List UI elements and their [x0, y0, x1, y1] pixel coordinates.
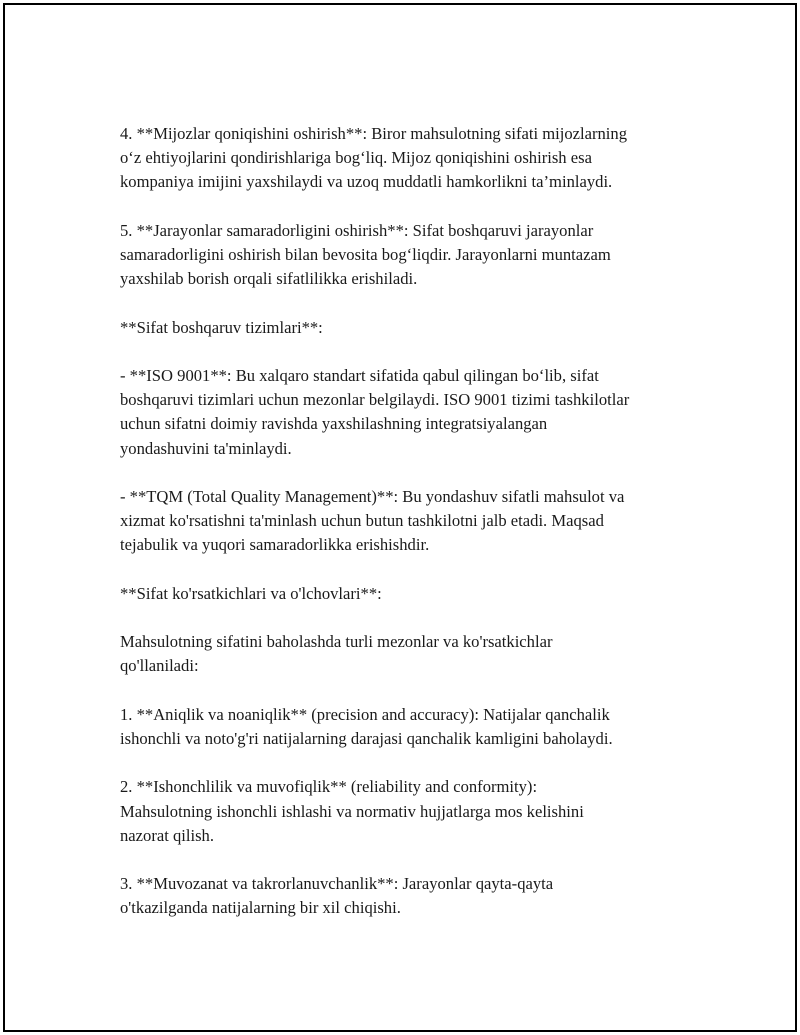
- text-line: ishonchli va noto'g'ri natijalarning darajasi qanchalik kamligini baholaydi.: [120, 728, 613, 748]
- heading-quality-management-systems: [120, 316, 700, 340]
- list-item-tqm: [120, 485, 700, 558]
- text-line: nazorat qilish.: [120, 825, 215, 845]
- text-line: **Sifat ko'rsatkichlari va o'lchovlari**:: [120, 583, 382, 603]
- heading-quality-indicators: [120, 582, 700, 606]
- text-line: Mahsulotning sifatini baholashda turli mezonlar va ko'rsatkichlar: [120, 632, 553, 652]
- text-line: o‘z ehtiyojlarini qondirishlariga bog‘liq. Mijoz qoniqishini oshirish esa: [120, 148, 592, 168]
- text-line: 1. **Aniqlik va noaniqlik** (precision and accuracy): Natijalar qanchalik: [120, 704, 610, 724]
- text-line: yaxshilab borish orqali sifatlilikka erishiladi.: [120, 269, 418, 289]
- text-line: 5. **Jarayonlar samaradorligini oshirish**: Sifat boshqaruvi jarayonlar: [120, 220, 594, 240]
- text-line: **Sifat boshqaruv tizimlari**:: [120, 317, 323, 337]
- list-item-precision: [120, 703, 700, 751]
- text-line: o'tkazilganda natijalarning bir xil chiqishi.: [120, 898, 401, 918]
- text-line: xizmat ko'rsatishni ta'minlash uchun butun tashkilotni jalb etadi. Maqsad: [120, 511, 604, 531]
- text-line: boshqaruvi tizimlari uchun mezonlar belgilaydi. ISO 9001 tizimi tashkilotlar: [120, 390, 630, 410]
- list-item-repeatability: [120, 872, 700, 920]
- paragraph-evaluation-intro: [120, 630, 700, 678]
- paragraph-process-efficiency: [120, 219, 700, 292]
- text-line: yondashuvini ta'minlaydi.: [120, 438, 292, 458]
- text-line: kompaniya imijini yaxshilaydi va uzoq muddatli hamkorlikni ta’minlaydi.: [120, 172, 613, 192]
- text-line: Mahsulotning ishonchli ishlashi va normativ hujjatlarga mos kelishini: [120, 801, 584, 821]
- text-line: tejabulik va yuqori samaradorlikka erishishdir.: [120, 535, 430, 555]
- list-item-reliability: [120, 775, 700, 848]
- text-line: uchun sifatni doimiy ravishda yaxshilashning integratsiyalangan: [120, 414, 548, 434]
- document-body: [120, 122, 700, 945]
- text-line: 3. **Muvozanat va takrorlanuvchanlik**: Jarayonlar qayta-qayta: [120, 874, 554, 894]
- text-line: 2. **Ishonchlilik va muvofiqlik** (reliability and conformity):: [120, 777, 538, 797]
- text-line: 4. **Mijozlar qoniqishini oshirish**: Biror mahsulotning sifati mijozlarning: [120, 124, 627, 143]
- text-line: - **TQM (Total Quality Management)**: Bu yondashuv sifatli mahsulot va: [120, 486, 625, 506]
- list-item-iso-9001: [120, 364, 700, 461]
- page-frame: [3, 3, 797, 1032]
- text-line: - **ISO 9001**: Bu xalqaro standart sifatida qabul qilingan bo‘lib, sifat: [120, 365, 599, 385]
- text-line: qo'llaniladi:: [120, 656, 199, 676]
- paragraph-customer-satisfaction: [120, 122, 700, 195]
- text-line: samaradorligini oshirish bilan bevosita bog‘liqdir. Jarayonlarni muntazam: [120, 245, 611, 264]
